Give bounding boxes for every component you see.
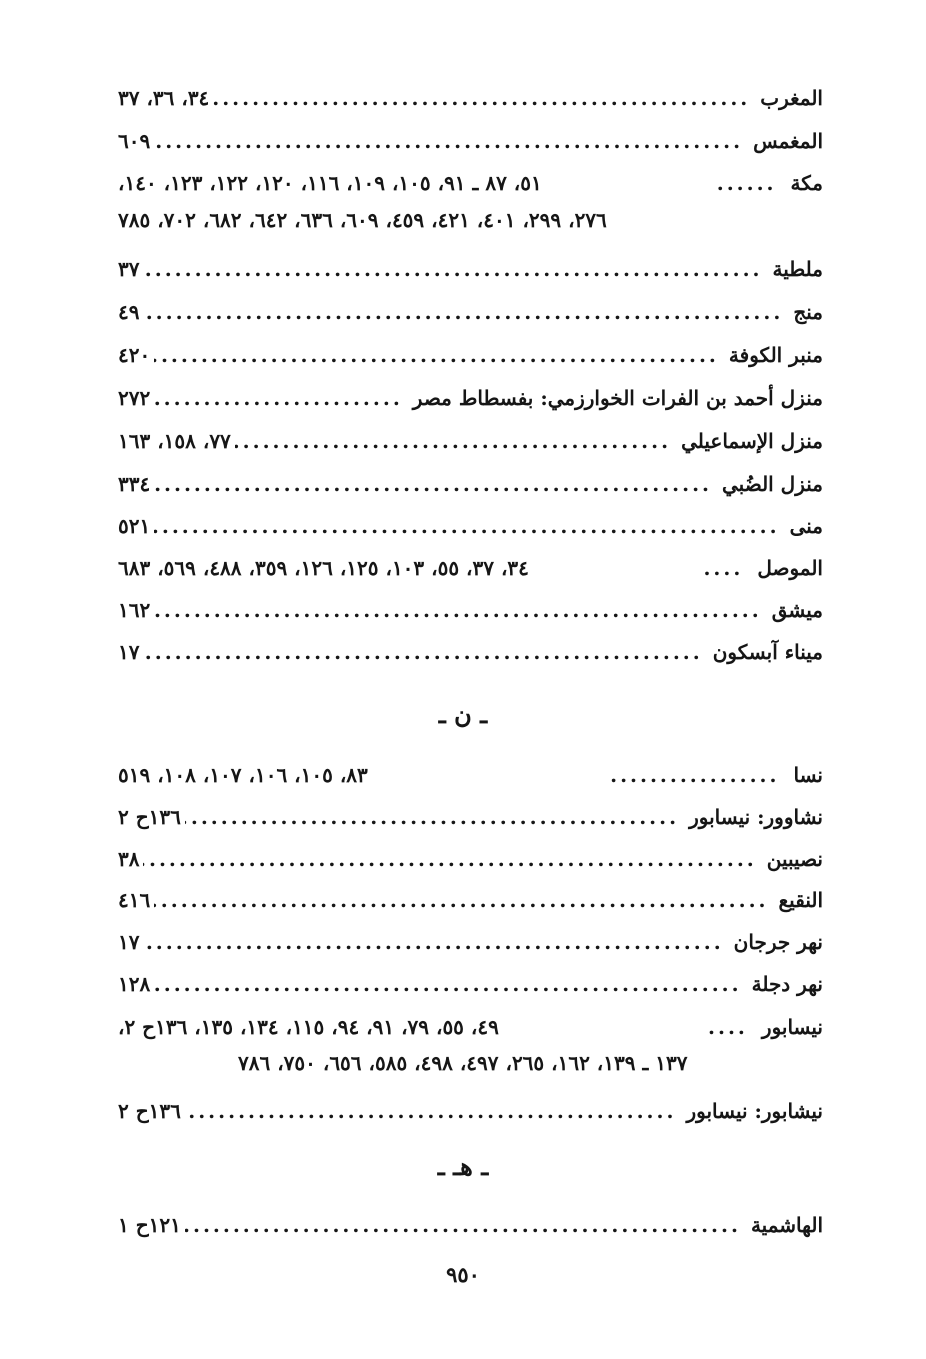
leader-dots	[704, 1013, 748, 1041]
index-entry	[118, 755, 823, 789]
leader-dots	[143, 928, 723, 956]
leader-dots	[213, 84, 750, 112]
entry-pages: ٤٩	[118, 300, 140, 324]
entry-pages: ٦٠٩	[118, 129, 151, 153]
entry-pages: ٣٤، ٣٦، ٣٧	[118, 86, 210, 110]
index-entry	[118, 880, 823, 914]
entry-pages: ٤٢٠	[118, 343, 151, 367]
entry-name: نيسابور	[761, 1015, 823, 1039]
entry-name: نصيبين	[766, 847, 823, 871]
entry-continuation: ١٣٧ ـ ١٣٩، ١٦٢، ٢٦٥، ٤٩٧، ٤٩٨، ٥٨٥، ٦٥٦، ٧٥٠، ٧٨٦	[238, 1051, 688, 1075]
index-entry	[118, 249, 823, 283]
leader-dots	[154, 341, 719, 369]
index-entry	[118, 1007, 823, 1041]
entry-name: نهر دجلة	[751, 972, 823, 996]
entry-name: ميناء آبسكون	[712, 640, 823, 664]
entry-pages: ٥١، ٨٧ ـ ٩١، ١٠٥، ١٠٩، ١١٦، ١٢٠، ١٢٢، ١٢٣، ١٤٠،	[118, 171, 542, 195]
entry-pages: ٣٨	[118, 847, 140, 871]
index-entry	[118, 1205, 823, 1239]
entry-pages: ٤٩، ٥٥، ٧٩، ٩١، ٩٤، ١١٥، ١٣٤، ١٣٥، ١٣٦ح ٢،	[118, 1015, 499, 1039]
entry-name: نشاوور: نيسابور	[689, 805, 823, 829]
index-entry	[118, 922, 823, 956]
leader-dots	[154, 512, 779, 540]
index-entry	[118, 421, 823, 455]
leader-dots	[143, 638, 702, 666]
leader-dots	[143, 845, 756, 873]
entry-name: منزل الإسماعيلي	[681, 429, 823, 453]
index-entry	[118, 335, 823, 369]
section-heading-ha: ـ هـ ـ	[437, 1152, 489, 1181]
leader-dots	[154, 470, 712, 498]
leader-dots	[185, 803, 679, 831]
page-number: ٩٥٠	[446, 1262, 480, 1287]
index-entry	[118, 163, 823, 197]
index-entry	[118, 378, 823, 412]
entry-pages: ٧٧، ١٥٨، ١٦٣	[118, 429, 231, 453]
entry-continuation: ٢٧٦، ٢٩٩، ٤٠١، ٤٢١، ٤٥٩، ٦٠٩، ٦٣٦، ٦٤٢، ٦٨٢، ٧٠٢، ٧٨٥	[118, 208, 607, 232]
entry-name: نهر جرجان	[733, 930, 823, 954]
leader-dots	[185, 1097, 677, 1125]
entry-name: منزل الضُبي	[722, 472, 823, 496]
leader-dots	[185, 1211, 741, 1239]
entry-pages: ١٧	[118, 930, 140, 954]
entry-pages: ١٦٢	[118, 598, 151, 622]
entry-pages: ١٢٨	[118, 972, 151, 996]
entry-pages: ١٣٦ح ٢	[118, 805, 181, 829]
entry-pages: ٤١٦	[118, 888, 151, 912]
index-entry	[118, 632, 823, 666]
leader-dots	[154, 886, 768, 914]
index-entry	[118, 964, 823, 998]
entry-pages: ١٧	[118, 640, 140, 664]
entry-pages: ٥٢١	[118, 514, 151, 538]
entry-name: الهاشمية	[750, 1213, 823, 1237]
entry-pages: ٢٧٢	[118, 386, 151, 410]
entry-pages: ١٣٦ح ٢	[118, 1099, 181, 1123]
entry-pages: ٨٣، ١٠٥، ١٠٦، ١٠٧، ١٠٨، ٥١٩	[118, 763, 368, 787]
index-entry	[118, 292, 823, 326]
index-entry	[118, 506, 823, 540]
entry-pages: ٣٧	[118, 257, 140, 281]
entry-name: نيشابور: نيسابور	[686, 1099, 823, 1123]
leader-dots	[609, 761, 779, 789]
entry-name: مكة	[790, 171, 823, 195]
entry-pages: ١٢١ح ١	[118, 1213, 181, 1237]
entry-name: نسا	[793, 763, 823, 787]
section-heading-nun: ـ ن ـ	[438, 700, 488, 729]
leader-dots	[143, 298, 783, 326]
leader-dots	[143, 255, 762, 283]
entry-name: المغمس	[753, 129, 823, 153]
entry-name: منبر الكوفة	[728, 343, 823, 367]
entry-name: منزل أحمد بن الفرات الخوارزمي: بفسطاط مصر	[412, 386, 823, 410]
index-entry	[118, 464, 823, 498]
leader-dots	[154, 127, 743, 155]
index-entry	[118, 1091, 823, 1125]
entry-name: الموصل	[757, 556, 823, 580]
index-entry	[118, 121, 823, 155]
leader-dots	[154, 596, 761, 624]
entry-name: النقيع	[778, 888, 823, 912]
index-entry	[118, 839, 823, 873]
leader-dots	[717, 169, 777, 197]
index-entry	[118, 590, 823, 624]
leader-dots	[154, 970, 741, 998]
entry-name: منى	[789, 514, 823, 538]
entry-name: المغرب	[760, 86, 823, 110]
index-entry	[118, 797, 823, 831]
index-entry	[118, 548, 823, 582]
index-entry	[118, 78, 823, 112]
entry-name: منج	[793, 300, 823, 324]
leader-dots	[235, 427, 671, 455]
entry-pages: ٣٤، ٣٧، ٥٥، ١٠٣، ١٢٥، ١٢٦، ٣٥٩، ٤٨٨، ٥٦٩، ٦٨٣	[118, 556, 529, 580]
entry-pages: ٣٣٤	[118, 472, 151, 496]
entry-name: ملطية	[772, 257, 823, 281]
leader-dots	[154, 384, 403, 412]
entry-name: ميشق	[771, 598, 823, 622]
leader-dots	[699, 554, 743, 582]
